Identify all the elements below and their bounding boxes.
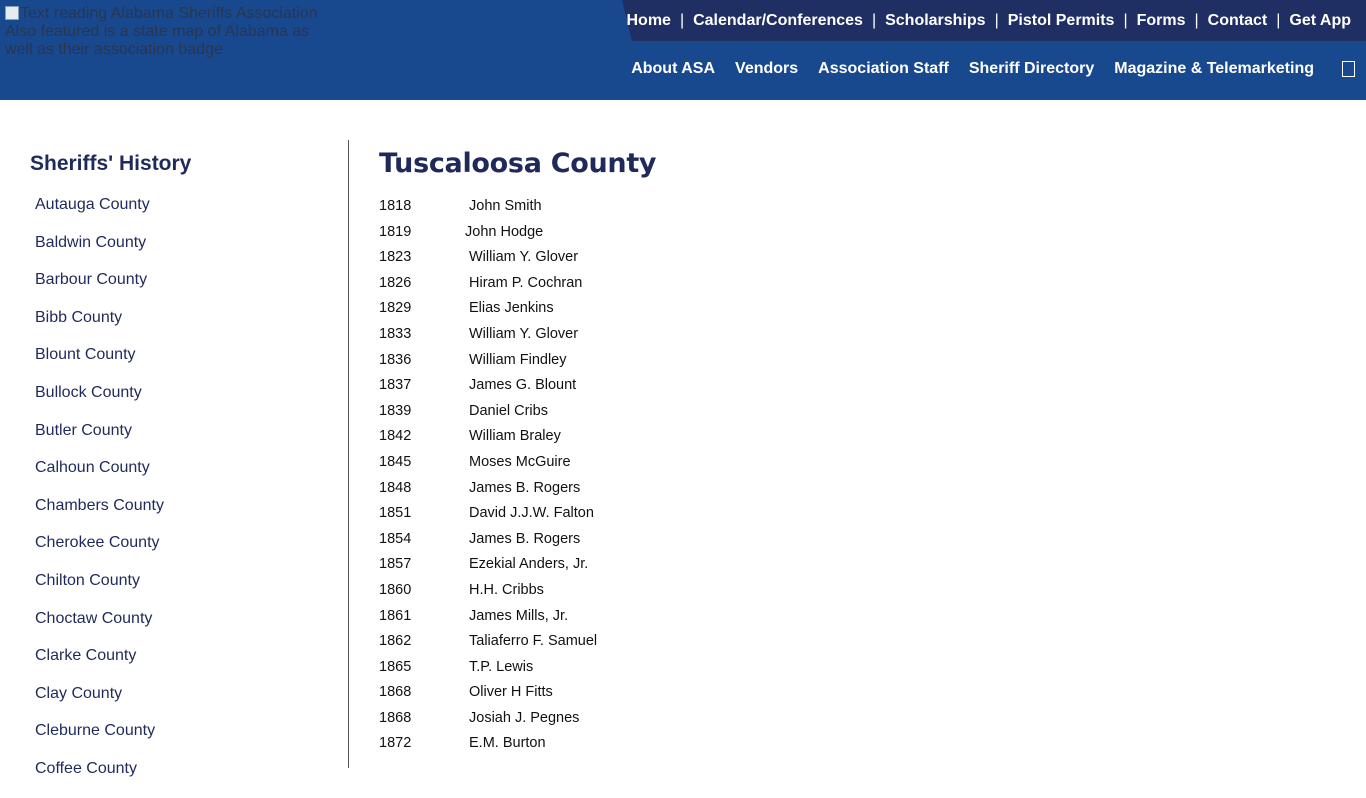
sheriff-year: 1836 [379, 351, 412, 368]
list-item [35, 722, 164, 760]
county-link-calhoun[interactable]: Calhoun County [35, 459, 150, 477]
utility-nav [626, 0, 1351, 41]
sheriff-name: John Smith [469, 198, 542, 214]
nav-sheriff-directory[interactable]: Sheriff Directory [968, 60, 1095, 77]
list-item [379, 735, 779, 761]
nav-separator: | [679, 11, 685, 29]
sheriff-name: Hiram P. Cochran [469, 274, 583, 291]
nav-separator: | [1276, 11, 1281, 29]
list-item [35, 459, 164, 497]
nav-contact[interactable]: Contact [1207, 11, 1268, 29]
nav-separator: | [994, 11, 999, 29]
sheriff-name: James B. Rogers [469, 530, 581, 547]
sheriff-year: 1839 [379, 402, 412, 419]
county-link-clarke[interactable]: Clarke County [35, 647, 137, 665]
list-item [379, 582, 779, 608]
list-item [35, 497, 164, 535]
list-item [379, 480, 779, 506]
county-link-autauga[interactable]: Autauga County [35, 196, 150, 213]
sheriff-year: 1837 [379, 377, 412, 394]
nav-calendar-conferences[interactable]: Calendar/Conferences [693, 11, 863, 29]
sheriff-year: 1842 [379, 428, 412, 445]
nav-separator: | [1194, 11, 1199, 29]
site-header [0, 0, 1366, 100]
sheriff-year: 1845 [379, 453, 412, 470]
list-item [35, 685, 164, 723]
county-list [35, 196, 164, 798]
list-item [379, 326, 779, 352]
county-link-bullock[interactable]: Bullock County [35, 383, 142, 401]
broken-image-icon [5, 6, 19, 20]
list-item [379, 428, 779, 454]
sheriff-year: 1868 [379, 709, 412, 726]
sheriff-year: 1829 [379, 300, 412, 317]
sheriff-year: 1872 [379, 735, 412, 752]
sidebar-title: Sheriffs' History [30, 152, 192, 175]
list-item [35, 271, 164, 309]
list-item [379, 403, 779, 429]
list-item [35, 760, 164, 798]
sheriff-name: H.H. Cribbs [469, 581, 544, 598]
sheriff-name: William Findley [469, 351, 567, 368]
county-link-cherokee[interactable]: Cherokee County [35, 534, 160, 552]
sheriff-year: 1862 [379, 633, 412, 650]
list-item [35, 647, 164, 685]
sheriff-name: John Hodge [465, 223, 544, 240]
county-link-chilton[interactable]: Chilton County [35, 571, 140, 589]
sheriff-list [379, 198, 779, 761]
sheriff-year: 1823 [379, 249, 412, 266]
list-item [379, 608, 779, 634]
county-link-coffee[interactable]: Coffee County [35, 759, 137, 777]
nav-scholarships[interactable]: Scholarships [885, 11, 986, 29]
sheriff-name: James G. Blount [469, 377, 577, 394]
sheriff-name: William Y. Glover [469, 249, 579, 266]
list-item [379, 531, 779, 557]
sheriff-year: 1848 [379, 479, 412, 496]
list-item [35, 572, 164, 610]
list-item [35, 309, 164, 347]
list-item [35, 610, 164, 648]
sheriff-year: 1860 [379, 581, 412, 598]
sheriff-year: 1868 [379, 684, 412, 701]
list-item [379, 275, 779, 301]
sheriff-year: 1865 [379, 658, 412, 675]
sheriff-name: William Y. Glover [469, 325, 579, 342]
page-title: Tuscaloosa County [379, 148, 657, 179]
list-item [379, 556, 779, 582]
county-link-blount[interactable]: Blount County [35, 346, 136, 364]
nav-vendors[interactable]: Vendors [735, 60, 799, 77]
county-link-butler[interactable]: Butler County [35, 421, 132, 439]
sheriff-name: William Braley [469, 428, 561, 445]
list-item [35, 234, 164, 272]
list-item [379, 633, 779, 659]
county-link-cleburne[interactable]: Cleburne County [35, 722, 156, 740]
list-item [35, 422, 164, 460]
sheriff-year: 1818 [379, 198, 412, 214]
sheriff-name: James B. Rogers [469, 479, 581, 496]
nav-home[interactable]: Home [626, 11, 671, 29]
list-item [379, 454, 779, 480]
sheriff-name: David J.J.W. Falton [469, 505, 594, 522]
list-item [379, 377, 779, 403]
sheriff-name: Moses McGuire [469, 453, 571, 470]
main-nav [611, 54, 1314, 84]
list-item [379, 224, 779, 250]
sheriff-name: Elias Jenkins [469, 300, 554, 317]
sheriff-name: Daniel Cribs [469, 402, 548, 419]
nav-pistol-permits[interactable]: Pistol Permits [1007, 11, 1115, 29]
logo-alt-text: Text reading Alabama Sheriffs Association Also featured is a state map of Alabama as well as their association badge [5, 5, 318, 58]
list-item [379, 198, 779, 224]
sheriff-year: 1833 [379, 325, 412, 342]
list-item [35, 534, 164, 572]
list-item [35, 384, 164, 422]
sheriff-year: 1857 [379, 556, 412, 573]
list-item [379, 684, 779, 710]
county-link-clay[interactable]: Clay County [35, 684, 123, 702]
list-item [379, 352, 779, 378]
list-item [379, 710, 779, 736]
list-item [35, 346, 164, 384]
list-item [379, 505, 779, 531]
nav-magazine-telemarketing[interactable]: Magazine & Telemarketing [1114, 60, 1314, 77]
list-item [35, 196, 164, 234]
sheriff-name: Taliaferro F. Samuel [469, 633, 598, 650]
nav-forms[interactable]: Forms [1136, 11, 1186, 29]
list-item [379, 659, 779, 685]
sheriff-name: Josiah J. Pegnes [469, 709, 580, 726]
nav-about-asa[interactable]: About ASA [631, 60, 716, 77]
sheriff-name: Oliver H Fitts [469, 684, 553, 701]
sheriff-year: 1826 [379, 274, 412, 291]
sidebar [0, 100, 348, 777]
nav-get-app[interactable]: Get App [1289, 11, 1351, 29]
county-link-bibb[interactable]: Bibb County [35, 308, 123, 326]
sheriff-year: 1861 [379, 607, 412, 624]
county-link-chambers[interactable]: Chambers County [35, 496, 164, 514]
county-link-barbour[interactable]: Barbour County [35, 271, 148, 289]
sheriff-year: 1854 [379, 530, 412, 547]
sidebar-divider [348, 140, 349, 768]
county-link-choctaw[interactable]: Choctaw County [35, 609, 153, 627]
sheriff-name: E.M. Burton [469, 735, 546, 752]
sheriff-name: James Mills, Jr. [469, 607, 569, 624]
list-item [379, 300, 779, 326]
nav-separator: | [1123, 11, 1128, 29]
county-link-baldwin[interactable]: Baldwin County [35, 233, 147, 251]
sheriff-year: 1851 [379, 505, 412, 522]
nav-separator: | [871, 11, 877, 29]
list-item [379, 249, 779, 275]
main-content [379, 148, 657, 752]
sheriff-name: Ezekial Anders, Jr. [469, 556, 589, 573]
nav-association-staff[interactable]: Association Staff [818, 60, 949, 77]
menu-icon[interactable] [1342, 61, 1355, 77]
sheriff-name: T.P. Lewis [469, 658, 534, 675]
site-logo[interactable] [5, 5, 335, 59]
sheriff-year: 1819 [379, 223, 412, 240]
